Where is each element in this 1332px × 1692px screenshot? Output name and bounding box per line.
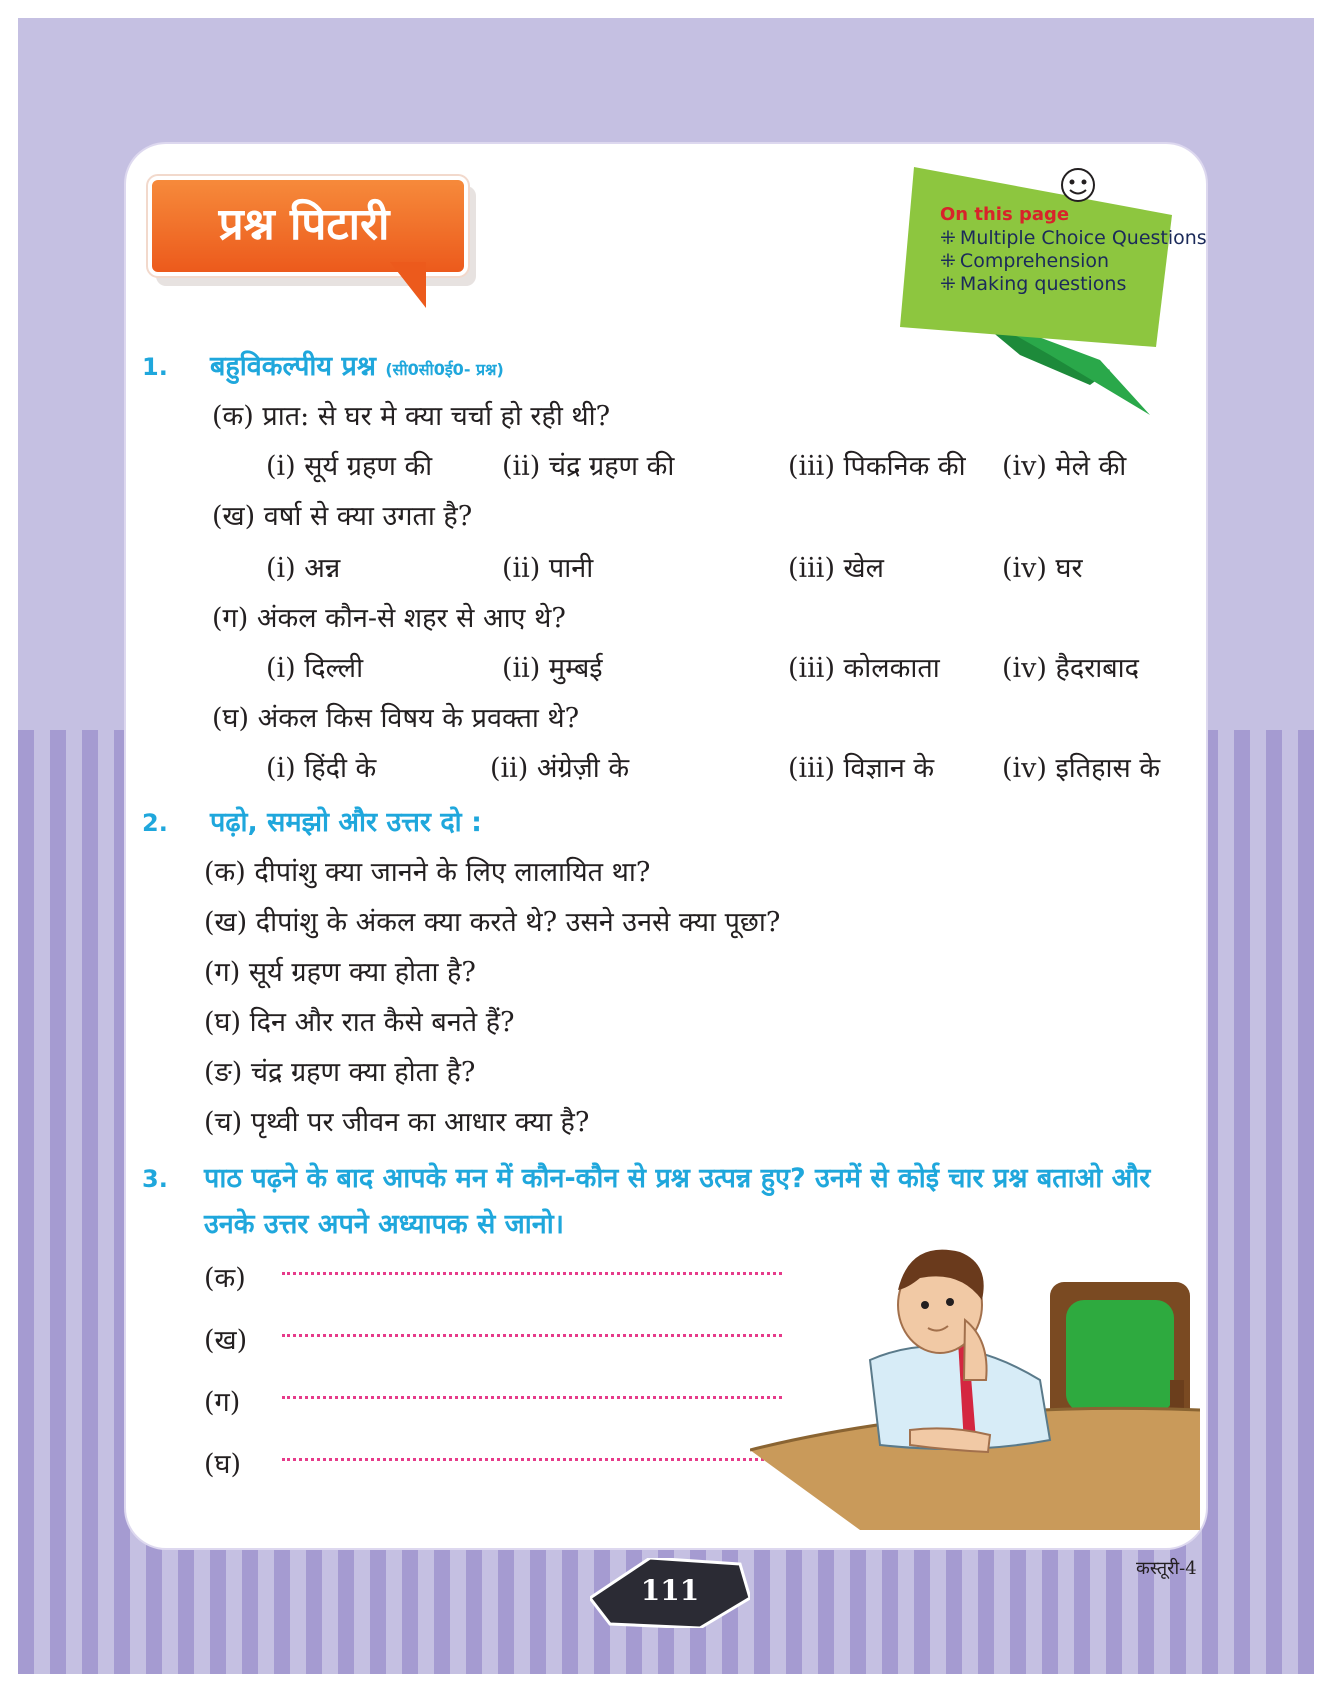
question: (ख) दीपांशु के अंकल क्या करते थे? उसने उनसे क्या पूछा? xyxy=(204,907,781,938)
smiley-face-icon xyxy=(1062,169,1094,201)
page-note-item: ⁜ Making questions xyxy=(940,273,1127,295)
answer-label: (ख) xyxy=(204,1325,248,1356)
question: (ग) सूर्य ग्रहण क्या होता है? xyxy=(204,957,476,988)
question: (क) प्रात: से घर मे क्या चर्चा हो रही थी? xyxy=(212,401,611,432)
page-note-title: On this page xyxy=(940,204,1070,225)
question: (च) पृथ्वी पर जीवन का आधार क्या है? xyxy=(204,1107,590,1138)
question: (ख) वर्षा से क्या उगता है? xyxy=(212,501,473,532)
option: (i) दिल्ली xyxy=(266,653,364,684)
option: (iv) इतिहास के xyxy=(1002,753,1161,784)
section2-number: 2. xyxy=(142,809,168,837)
page-note-list xyxy=(940,204,1207,296)
thinking-boy-illustration xyxy=(750,1230,1200,1530)
option: (iv) मेले की xyxy=(1002,451,1127,482)
answer-line[interactable] xyxy=(282,1396,782,1399)
answer-line[interactable] xyxy=(282,1272,782,1275)
option: (ii) चंद्र ग्रहण की xyxy=(502,451,675,482)
option: (iii) खेल xyxy=(788,553,884,584)
boy-figure-icon xyxy=(870,1250,1050,1452)
option: (iii) कोलकाता xyxy=(788,653,940,684)
option: (iii) पिकनिक की xyxy=(788,451,966,482)
page-number: 111 xyxy=(640,1574,700,1607)
option: (iv) हैदराबाद xyxy=(1002,653,1139,684)
book-label: कस्तूरी-4 xyxy=(1136,1558,1197,1579)
option: (ii) पानी xyxy=(502,553,594,584)
title-banner-tail xyxy=(390,262,426,308)
question: (ङ) चंद्र ग्रहण क्या होता है? xyxy=(204,1057,476,1088)
option: (ii) मुम्बई xyxy=(502,653,603,684)
page-title: प्रश्न पिटारी xyxy=(218,199,390,250)
option: (iii) विज्ञान के xyxy=(788,753,935,784)
section3-number: 3. xyxy=(142,1165,168,1193)
option: (i) हिंदी के xyxy=(266,753,377,784)
option: (i) सूर्य ग्रहण की xyxy=(266,451,433,482)
section2-heading: पढ़ो, समझो और उत्तर दो : xyxy=(210,807,482,838)
option: (ii) अंग्रेज़ी के xyxy=(490,753,630,784)
option: (iv) घर xyxy=(1002,553,1083,584)
answer-label: (ग) xyxy=(204,1387,241,1418)
section1-number: 1. xyxy=(142,353,168,381)
page-note-item: ⁜ Comprehension xyxy=(940,250,1110,272)
page-note-item: ⁜ Multiple Choice Questions xyxy=(940,227,1207,249)
question: (क) दीपांशु क्या जानने के लिए लालायित था? xyxy=(204,857,651,888)
option: (i) अन्न xyxy=(266,553,341,584)
question: (ग) अंकल कौन-से शहर से आए थे? xyxy=(212,603,566,634)
section1-heading: बहुविकल्पीय प्रश्न (सी0सी0ई0- प्रश्न) xyxy=(210,351,504,382)
section3-heading: पाठ पढ़ने के बाद आपके मन में कौन-कौन से प्रश्न उत्पन्न हुए? उनमें से कोई चार प्रश्न बताओ और उनके उत्तर अपने अध्यापक से जानो। xyxy=(204,1163,1151,1240)
answer-line[interactable] xyxy=(282,1458,782,1461)
question: (घ) अंकल किस विषय के प्रवक्ता थे? xyxy=(212,703,580,734)
answer-line[interactable] xyxy=(282,1334,782,1337)
question: (घ) दिन और रात कैसे बनते हैं? xyxy=(204,1007,515,1038)
answer-label: (घ) xyxy=(204,1449,242,1480)
answer-label: (क) xyxy=(204,1263,246,1294)
